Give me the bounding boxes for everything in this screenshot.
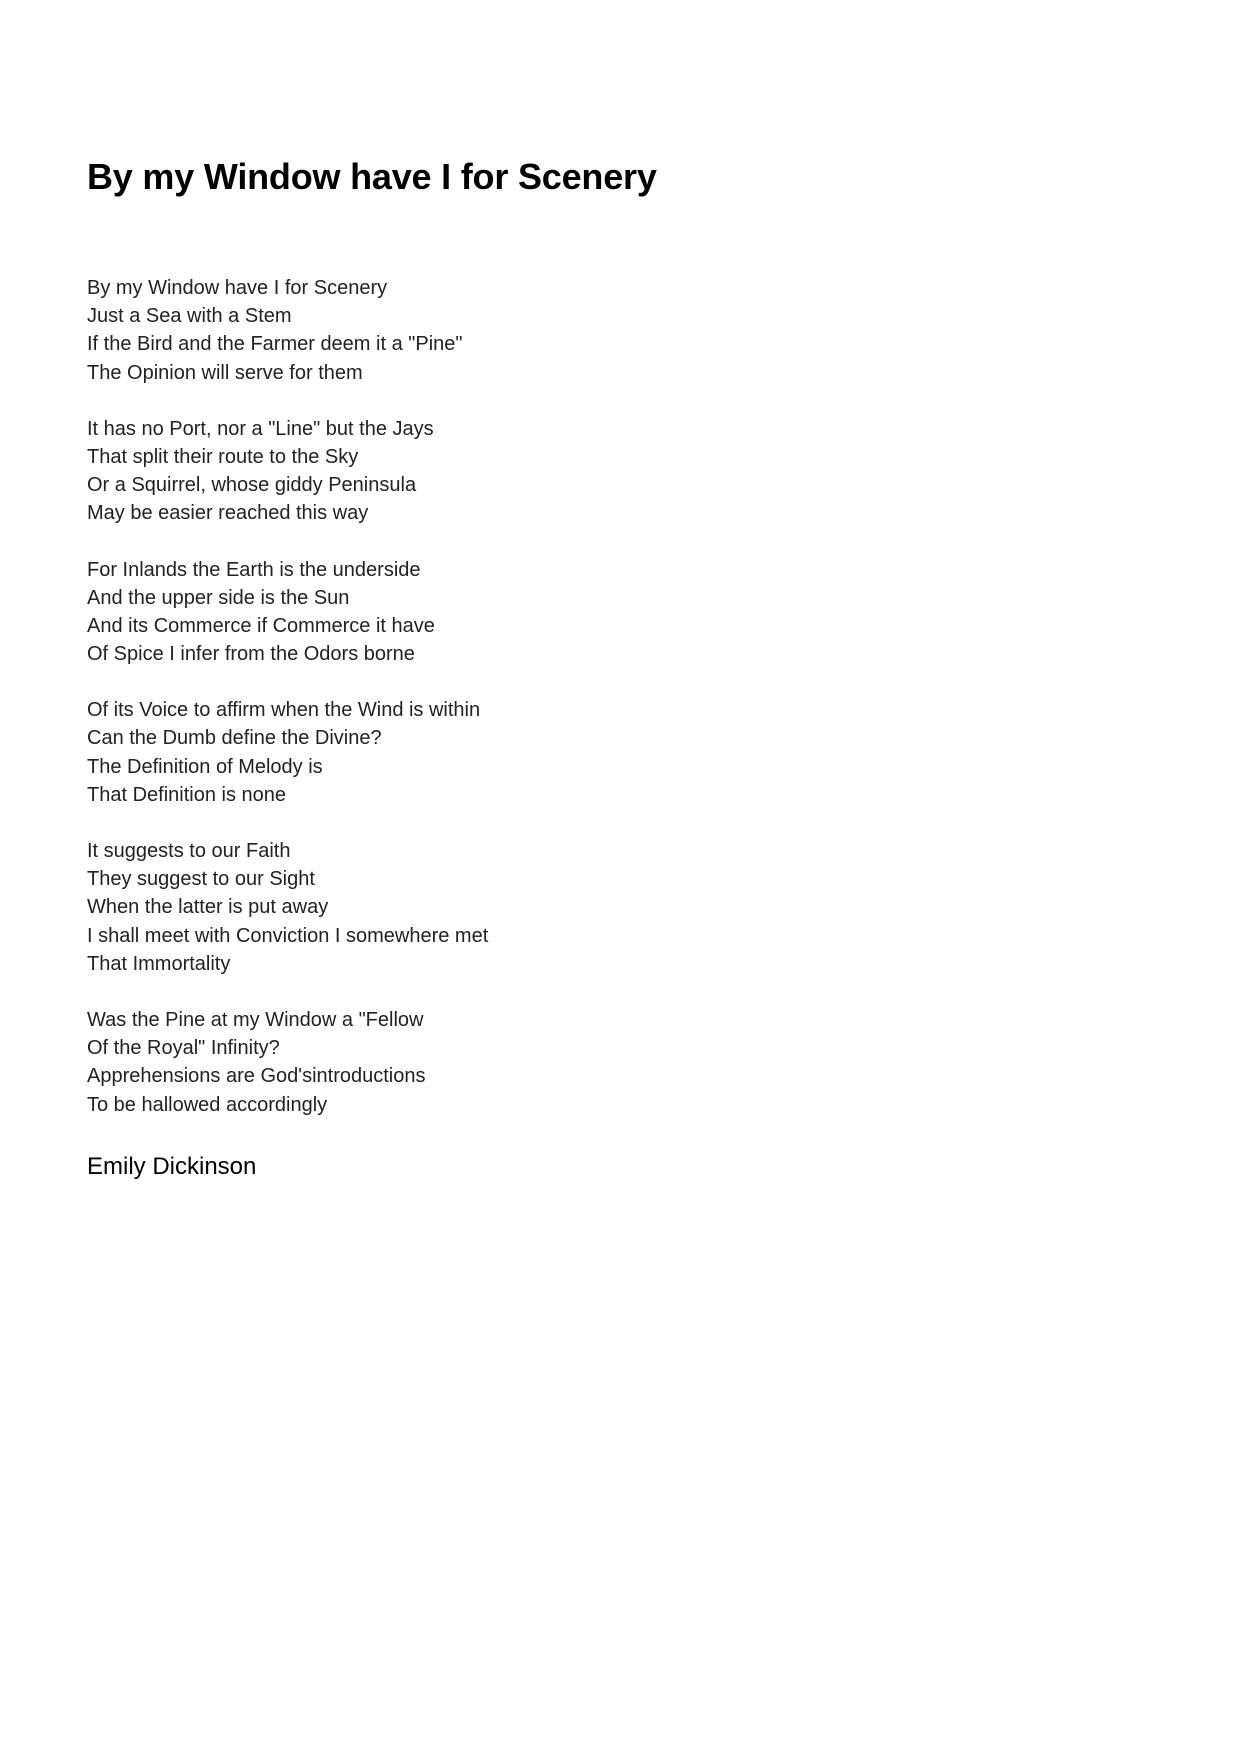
poem-line: Of its Voice to affirm when the Wind is within — [87, 699, 481, 722]
poem-title: By my Window have I for Scenery — [87, 156, 657, 197]
poem-line: It has no Port, nor a "Line" but the Jays — [87, 417, 434, 440]
poem-line: Of the Royal" Infinity? — [87, 1037, 280, 1060]
poem-line: That Definition is none — [87, 783, 287, 806]
poem-line: That Immortality — [87, 952, 231, 975]
stanza — [87, 696, 787, 809]
poem-line: May be easier reached this way — [87, 502, 369, 525]
poem-line: The Definition of Melody is — [87, 755, 323, 778]
stanza — [87, 1006, 787, 1119]
poem-line: They suggest to our Sight — [87, 868, 315, 891]
stanza — [87, 837, 787, 978]
poem-line: That split their route to the Sky — [87, 445, 359, 468]
poem-line: And the upper side is the Sun — [87, 586, 350, 609]
poem-author: Emily Dickinson — [87, 1153, 257, 1180]
poem-line: To be hallowed accordingly — [87, 1093, 328, 1116]
poem-line: Was the Pine at my Window a "Fellow — [87, 1008, 424, 1031]
poem-line: When the latter is put away — [87, 896, 329, 919]
poem-line: It suggests to our Faith — [87, 840, 291, 862]
stanza — [87, 274, 787, 387]
poem-line: By my Window have I for Scenery — [87, 277, 388, 299]
poem-line: If the Bird and the Farmer deem it a "Pine" — [87, 333, 463, 356]
poem-line: Apprehensions are God'sintroductions — [87, 1065, 426, 1088]
poem-body — [87, 274, 787, 1147]
poem-line: Just a Sea with a Stem — [87, 305, 292, 328]
stanza — [87, 415, 787, 528]
poem-line: I shall meet with Conviction I somewhere met — [87, 924, 489, 947]
poem-line: And its Commerce if Commerce it have — [87, 614, 435, 637]
stanza — [87, 556, 787, 669]
poem-line: Can the Dumb define the Divine? — [87, 727, 382, 750]
poem-line: Of Spice I infer from the Odors borne — [87, 643, 415, 666]
poem-line: Or a Squirrel, whose giddy Peninsula — [87, 474, 417, 497]
poem-line: For Inlands the Earth is the underside — [87, 558, 421, 581]
poem-line: The Opinion will serve for them — [87, 361, 363, 384]
